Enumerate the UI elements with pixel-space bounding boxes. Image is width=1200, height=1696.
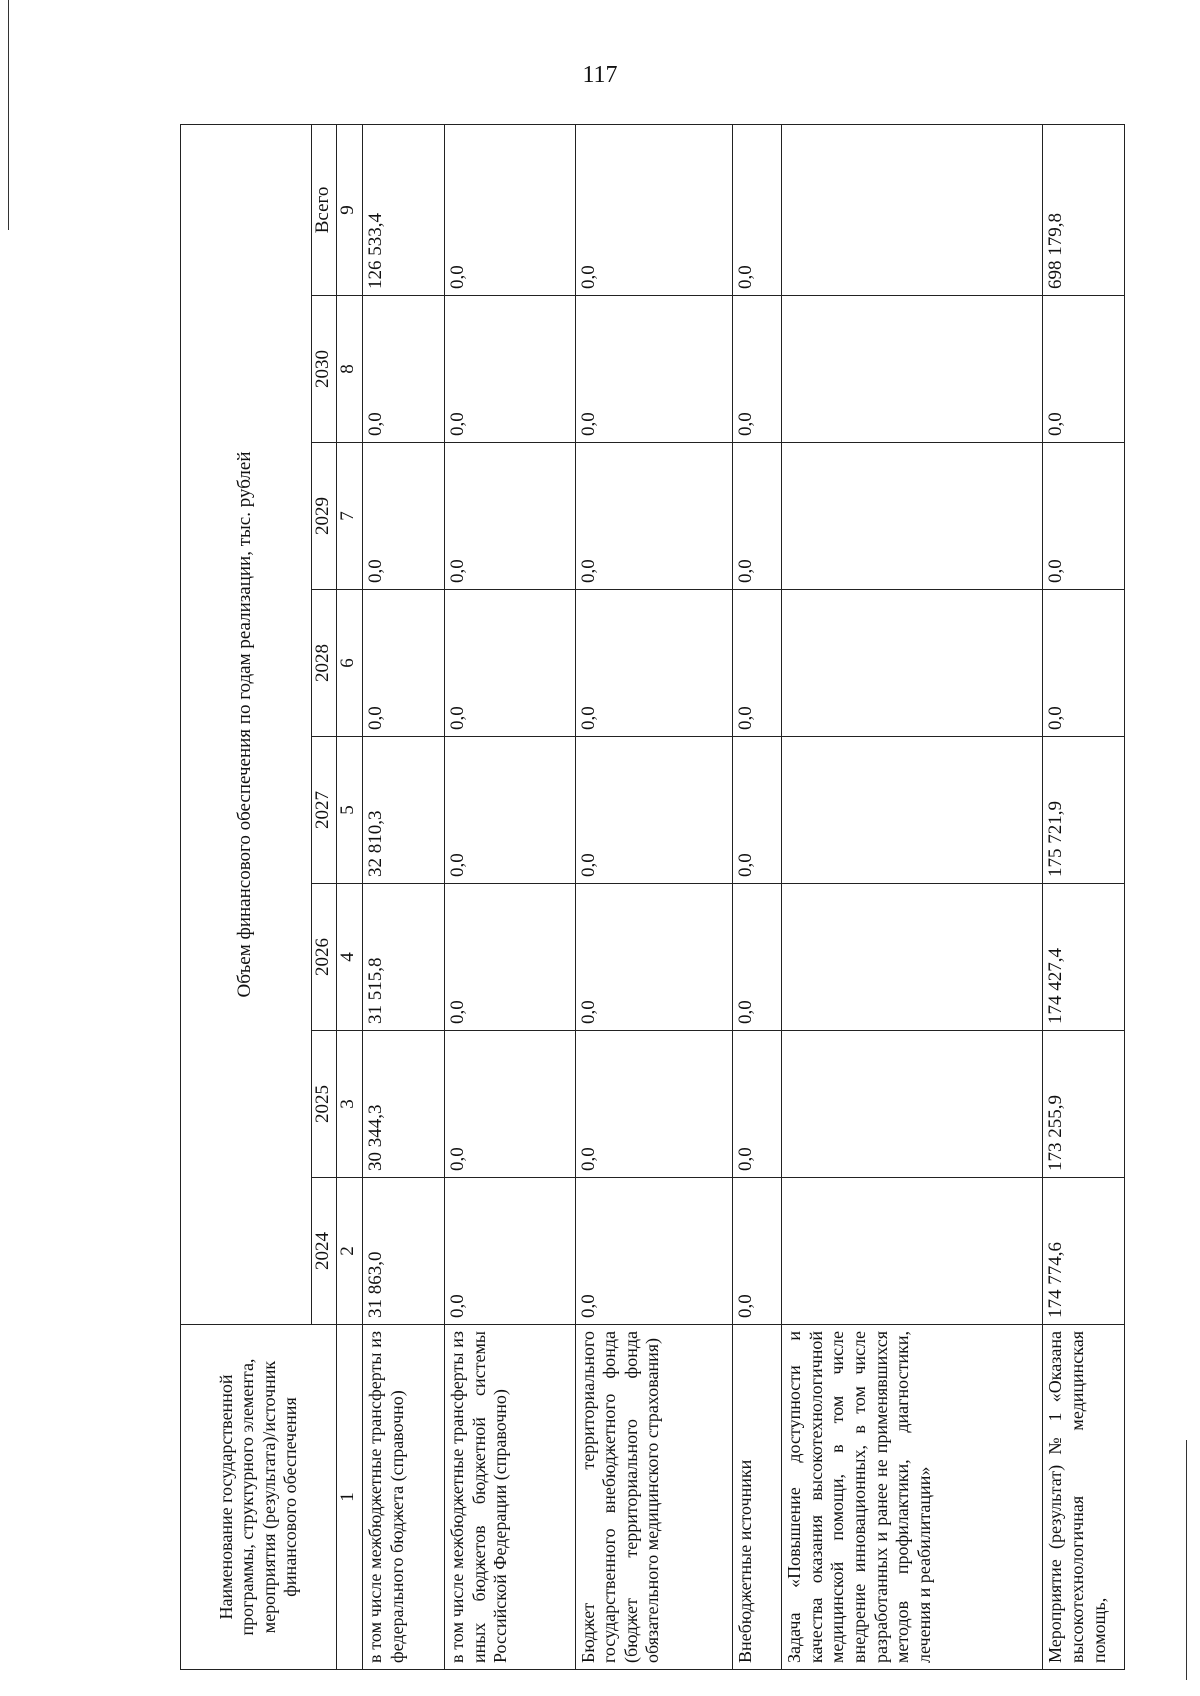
column-index: 8 — [337, 296, 363, 443]
column-index: 1 — [337, 1325, 363, 1670]
value-cell: 0,0 — [733, 590, 782, 737]
value-cell: 0,0 — [444, 124, 575, 295]
value-cell: 174 427,4 — [1043, 884, 1125, 1031]
value-cell: 0,0 — [733, 124, 782, 295]
value-cell — [782, 737, 1043, 884]
value-cell — [782, 443, 1043, 590]
value-cell — [782, 884, 1043, 1031]
year-header: 2027 — [311, 737, 337, 884]
value-cell: 0,0 — [575, 1031, 733, 1178]
value-cell — [782, 124, 1043, 295]
value-cell — [782, 296, 1043, 443]
value-cell: 0,0 — [1043, 590, 1125, 737]
value-cell: 0,0 — [575, 1178, 733, 1325]
row-name: в том числе межбюджетные трансферты из федерального бюджета (справочно) — [363, 1325, 445, 1670]
table-row — [444, 124, 575, 1669]
table-row — [575, 124, 733, 1669]
value-cell: 0,0 — [575, 124, 733, 295]
value-cell: 175 721,9 — [1043, 737, 1125, 884]
value-cell — [782, 1031, 1043, 1178]
value-cell: 0,0 — [444, 443, 575, 590]
value-cell: 32 810,3 — [363, 737, 445, 884]
value-cell — [782, 1178, 1043, 1325]
value-cell: 0,0 — [363, 296, 445, 443]
value-cell — [782, 590, 1043, 737]
table-row — [733, 124, 782, 1669]
row-name: в том числе межбюджетные трансферты из иных бюджетов бюджетной системы Российской Федерации (справочно) — [444, 1325, 575, 1670]
value-cell: 0,0 — [444, 296, 575, 443]
value-cell: 0,0 — [1043, 443, 1125, 590]
year-header: 2025 — [311, 1031, 337, 1178]
value-cell: 0,0 — [575, 737, 733, 884]
year-header: 2024 — [311, 1178, 337, 1325]
value-cell: 0,0 — [575, 590, 733, 737]
column-index: 6 — [337, 590, 363, 737]
value-cell: 0,0 — [733, 884, 782, 1031]
column-index: 9 — [337, 124, 363, 295]
table-row — [782, 124, 1043, 1669]
value-cell: 0,0 — [733, 1178, 782, 1325]
column-index: 7 — [337, 443, 363, 590]
value-cell: 0,0 — [733, 1031, 782, 1178]
value-cell: 31 515,8 — [363, 884, 445, 1031]
value-cell: 0,0 — [444, 590, 575, 737]
year-header: 2028 — [311, 590, 337, 737]
name-column-header: Наименование государственной программы, структурного элемента, мероприятия (результата)/источник финансового обеспечения — [181, 1325, 337, 1670]
year-header: 2026 — [311, 884, 337, 1031]
value-cell: 698 179,8 — [1043, 124, 1125, 295]
column-index: 2 — [337, 1178, 363, 1325]
value-cell: 174 774,6 — [1043, 1178, 1125, 1325]
financing-table — [180, 124, 1125, 1670]
financing-group-header: Объем финансового обеспечения по годам реализации, тыс. рублей — [181, 124, 312, 1324]
scan-edge-left — [8, 0, 9, 230]
value-cell: 0,0 — [733, 296, 782, 443]
value-cell: 0,0 — [733, 737, 782, 884]
value-cell: 0,0 — [444, 737, 575, 884]
value-cell: 126 533,4 — [363, 124, 445, 295]
page-number: 117 — [582, 62, 618, 88]
year-header: 2030 — [311, 296, 337, 443]
value-cell: 0,0 — [1043, 296, 1125, 443]
value-cell: 0,0 — [575, 443, 733, 590]
value-cell: 0,0 — [444, 1031, 575, 1178]
value-cell: 0,0 — [363, 590, 445, 737]
value-cell: 0,0 — [575, 884, 733, 1031]
value-cell: 0,0 — [444, 1178, 575, 1325]
value-cell: 0,0 — [444, 884, 575, 1031]
row-name: Задача «Повышение доступности и качества оказания высокотехнологичной медицинской помощи, в том числе внедрение инновационных, в том числе разработанных и ранее не применявшихся методов профилактики, диагностики, лечения и реабилитации» — [782, 1325, 1043, 1670]
value-cell: 0,0 — [733, 443, 782, 590]
total-header: Всего — [311, 124, 337, 295]
scan-edge-right — [1186, 1440, 1187, 1680]
column-index: 5 — [337, 737, 363, 884]
value-cell: 173 255,9 — [1043, 1031, 1125, 1178]
column-index: 4 — [337, 884, 363, 1031]
row-name: Мероприятие (результат) № 1 «Оказана высокотехнологичная медицинская помощь, — [1043, 1325, 1125, 1670]
year-header: 2029 — [311, 443, 337, 590]
value-cell: 0,0 — [363, 443, 445, 590]
rotated-table-container — [180, 125, 1125, 1670]
table-row — [363, 124, 445, 1669]
value-cell: 31 863,0 — [363, 1178, 445, 1325]
row-name: Бюджет территориального государственного внебюджетного фонда (бюджет территориального фонда обязательного медицинского страхования) — [575, 1325, 733, 1670]
table-row — [1043, 124, 1125, 1669]
column-index: 3 — [337, 1031, 363, 1178]
value-cell: 0,0 — [575, 296, 733, 443]
value-cell: 30 344,3 — [363, 1031, 445, 1178]
row-name: Внебюджетные источники — [733, 1325, 782, 1670]
